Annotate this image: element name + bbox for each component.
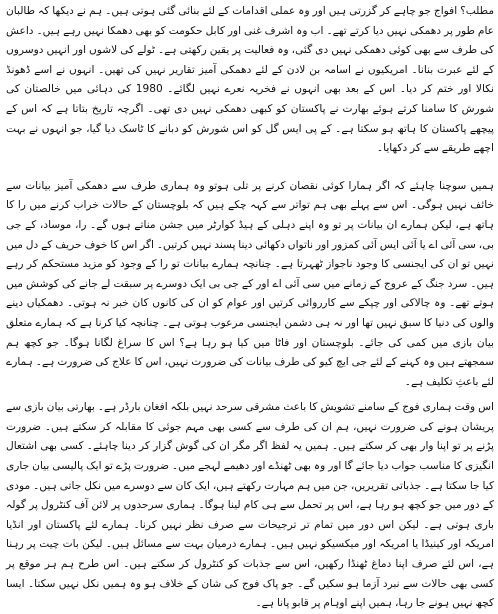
article-paragraph-3: اس وقت ہماری فوج کے سامنے تشویش کا باعث مشرقی سرحد نہیں بلکہ افغان بارڈر ہے۔ بھارتی بیان بازی سے پریشان ہونے کی ضرورت نہیں، ہم ان کی طرف سے کسی بھی مہم جوئی کا مقابلہ کر سکتے ہیں۔ ضرورت پڑنے پر تو اپنا وار بھی کر سکتے ہیں۔ ہمیں یہ لفظ اگر مگر ان کی گوش گزار کر دینا چاہئے۔ کسی بھی اشتعال انگیزی کا مناسب جواب دیا جائے گا اور وہ بھی ٹھنڈے اور دھیمے لہجے میں۔ ضرورت پڑے تو ایک پالیسی بیان جاری کیا جا سکتا ہے۔ جذباتی تقریریں، جن میں ہم مہارت رکھتے ہیں، ایک کان سے دوسرے میں نکل جاتی ہیں۔ مودی کے دور میں جو کچھ ہو رہا ہے، اس پر تحمل سے ہی کام لینا ہوگا۔ ہماری سرحدوں پر لائن آف کنٹرول پر گولہ باری ہوتی ہے۔ لیکن اس دور میں تمام تر ترجیحات سے صرف نظر نہیں کرنا۔ ہمارے لئے پاکستان اور انڈیا امریکہ اور کینیڈا یا امریکہ اور میکسیکو نہیں ہیں۔ ہمارے درمیان بہت سے مسائل ہیں۔ لیکن بات چیت پر رہنا ہے، اس لئے صرف اپنا دماغ ٹھنڈا رکھیں، اس سے جذبات کو کنٹرول کر سکتے ہیں۔ اس طرح ہم ہر موقع پر کسی بھی حالات سے نبرد آزما ہو سکیں گے۔ جو پاک فوج کی شان کے خلاف ہو وہ ہمیں نکل نہیں سکتا۔ ایسا کچھ نہیں ہونے جا رہا، ہمیں اپنے اوہام پر قابو پانا ہے۔ (6, 401, 494, 610)
article-paragraph-2: ہمیں سوچنا چاہئے کہ اگر ہمارا کوئی نقصان کرنے پر تلی ہوتو وہ ہماری طرف سے دھمکی آمیز بیانات سے خائف نہیں ہوگی۔ اس سے پہلے بھی ہم تواتر سے کہہ چکے ہیں کہ بلوچستان کے حالات خراب کرنے میں را کا ہاتھ ہے، لیکن ہمارے ان بیانات پر تو وہ اپنے دہلی کے ہیڈ کوارٹر میں جشن مناتے ہوں گے۔ را، موساد، کے جی بی، سی آئی اے یا آئی ایس آئی کمزور اور ناتواں دکھائی دینا پسند نہیں کرتیں۔ اگر اس کا خوف حریف کے دل میں نہیں تو ان کی ایجنسی کا وجود ناجواز ٹھہرتا ہے۔ چنانچہ ہمارے بیانات تو را کے وجود کو مزید مستحکم کر رہے ہیں۔ سرد جنگ کے عروج کے زمانے میں سی آئی اے اور کے جی بی ایک دوسرے پر سبقت لے جانے کی کوشش میں ہوتے تھے۔ وہ چالاکی اور چپکے سے کارروائی کرتیں اور عوام کو ان کی کانوں کان خبر نہ ہوتی۔ دھمکیاں دینے والوں کی دنیا کا سبق نہیں تھا اور نہ ہی دشمن ایجنسی مرعوب ہوتی ہے۔ چنانچہ کیا کرنا ہے کہ ہمارے متعلق بیان بازی میں کمی کی جائے۔ بلوچستان اور فاٹا میں کیا ہو رہا ہے؟ اس کا سراغ لگانا ہوگا۔ جو کچھ ہم سمجھتے ہیں وہ کہنے کے لئے جی ایچ کیو کی طرف بیانات کی ضرورت نہیں، اس کا علاج کی ضرورت ہے۔ ہمارے لئے باعثِ تکلیف ہے۔ (6, 179, 494, 388)
article-paragraph-1: مطلب؟ افواج جو چاہے کر گزرتی ہیں اور وہ عملی اقدامات کے لئے بنائی گئی ہوتی ہیں۔ ہم نے دیکھا کہ طالبان عام طور پر دھمکی نہیں دیا کرتے تھے۔ اب وہ اشرف غنی اور کابل حکومت کو بھی دھمکا نہیں رہے ہیں۔ داعش کی طرف سے بھی کوئی دھمکی نہیں دی گئی، وہ فعالیت پر یقین رکھتی ہے۔ ٹولے کی لاشوں اور انہیں دوسروں کے لئے عبرت بنانا۔ امریکیوں نے اسامہ بن لادن کے لئے دھمکی آمیز تقاریر نہیں کی تھیں۔ انہوں نے اسے ڈھونڈ نکالا اور ختم کر دیا۔ اس کے بعد بھی انہوں نے فخریہ نعرے نہیں لگائے۔ 1980 کی دہائی میں خالصتان کی شورش کا سامنا کرتے ہوئے بھارت نے پاکستان کو کبھی دھمکی نہیں دی تھی۔ اگرچہ تاریخ بتاتا ہے کہ اس کے پیچھے پاکستان کا ہاتھ ہو سکتا ہے۔ کے پی ایس گل کو اس شورش کو دبانے کا ٹاسک دیا گیا، جو انہوں نے بہت اچھے طریقے سے کر دکھایا۔ (6, 5, 494, 155)
paragraph-spacer (6, 159, 494, 177)
